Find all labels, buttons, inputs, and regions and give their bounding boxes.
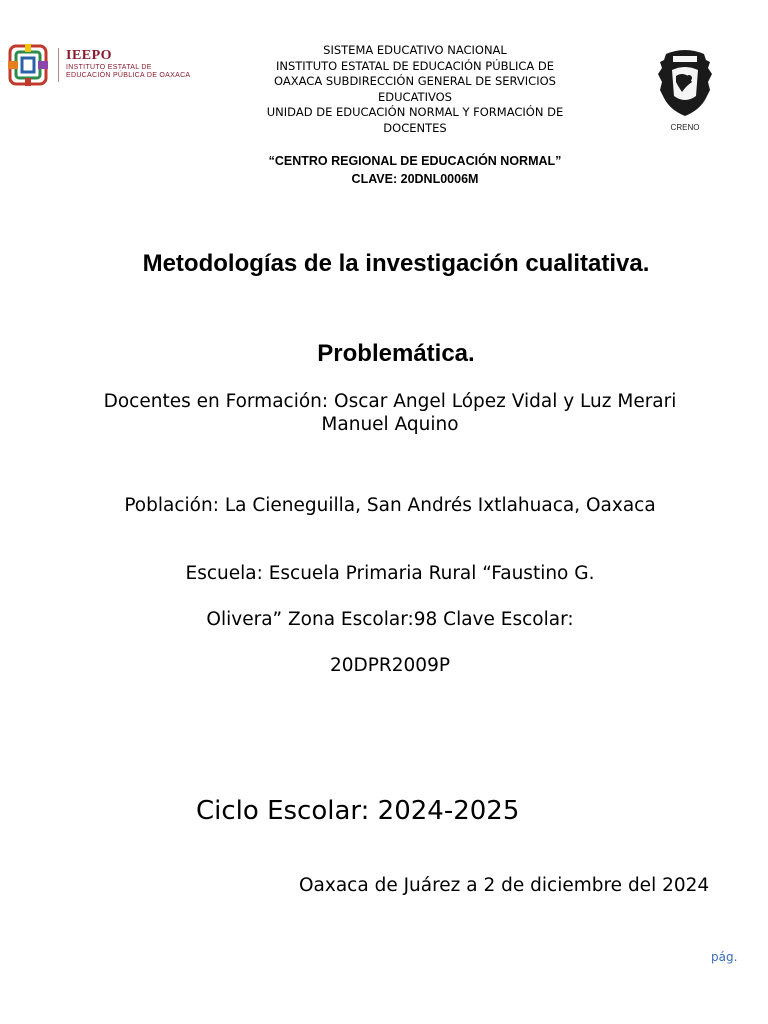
ieepo-subtitle-1: INSTITUTO ESTATAL DE <box>66 64 152 71</box>
creno-label: CRENO <box>670 123 700 132</box>
ieepo-emblem-icon <box>8 44 48 86</box>
ieepo-subtitle-2: EDUCACIÓN PÚBLICA DE OAXACA <box>66 72 191 79</box>
topic-title: Problemática. <box>317 340 475 367</box>
creno-logo <box>656 46 714 136</box>
school-key: CLAVE: 20DNL0006M <box>351 172 479 186</box>
school-line-1: Escuela: Escuela Primaria Rural “Faustino G. <box>185 563 595 584</box>
population-text: Población: La Cieneguilla, San Andrés Ixtlahuaca, Oaxaca <box>124 495 656 516</box>
header-line: OAXACA SUBDIRECCIÓN GENERAL DE SERVICIOS <box>274 74 556 88</box>
school-name: “CENTRO REGIONAL DE EDUCACIÓN NORMAL” <box>268 154 562 168</box>
ieepo-wordmark <box>66 48 190 80</box>
institution-header <box>245 43 585 136</box>
place-date: Oaxaca de Juárez a 2 de diciembre del 2024 <box>299 875 710 896</box>
school-line-2: Olivera” Zona Escolar:98 Clave Escolar: <box>206 609 574 630</box>
ieepo-name: IEEPO <box>66 48 113 63</box>
header-line: UNIDAD DE EDUCACIÓN NORMAL Y FORMACIÓN DE <box>266 105 564 119</box>
page-number-label: pág. <box>711 950 738 964</box>
header-line: SISTEMA EDUCATIVO NACIONAL <box>323 43 507 57</box>
header-line: DOCENTES <box>383 120 447 135</box>
creno-shield-icon <box>656 46 714 120</box>
header-line: INSTITUTO ESTATAL DE EDUCACIÓN PÚBLICA DE <box>275 58 555 73</box>
teachers-text: Docentes en Formación: Oscar Angel López Vidal y Luz Merari Manuel Aquino <box>103 391 677 435</box>
school-block <box>200 152 630 188</box>
school-cycle: Ciclo Escolar: 2024-2025 <box>196 796 520 826</box>
subject-title: Metodologías de la investigación cualitativa. <box>142 250 650 277</box>
header-line: EDUCATIVOS <box>378 89 452 104</box>
logo-divider <box>58 48 59 82</box>
ieepo-logo <box>8 44 213 88</box>
school-line-3: 20DPR2009P <box>329 655 451 676</box>
